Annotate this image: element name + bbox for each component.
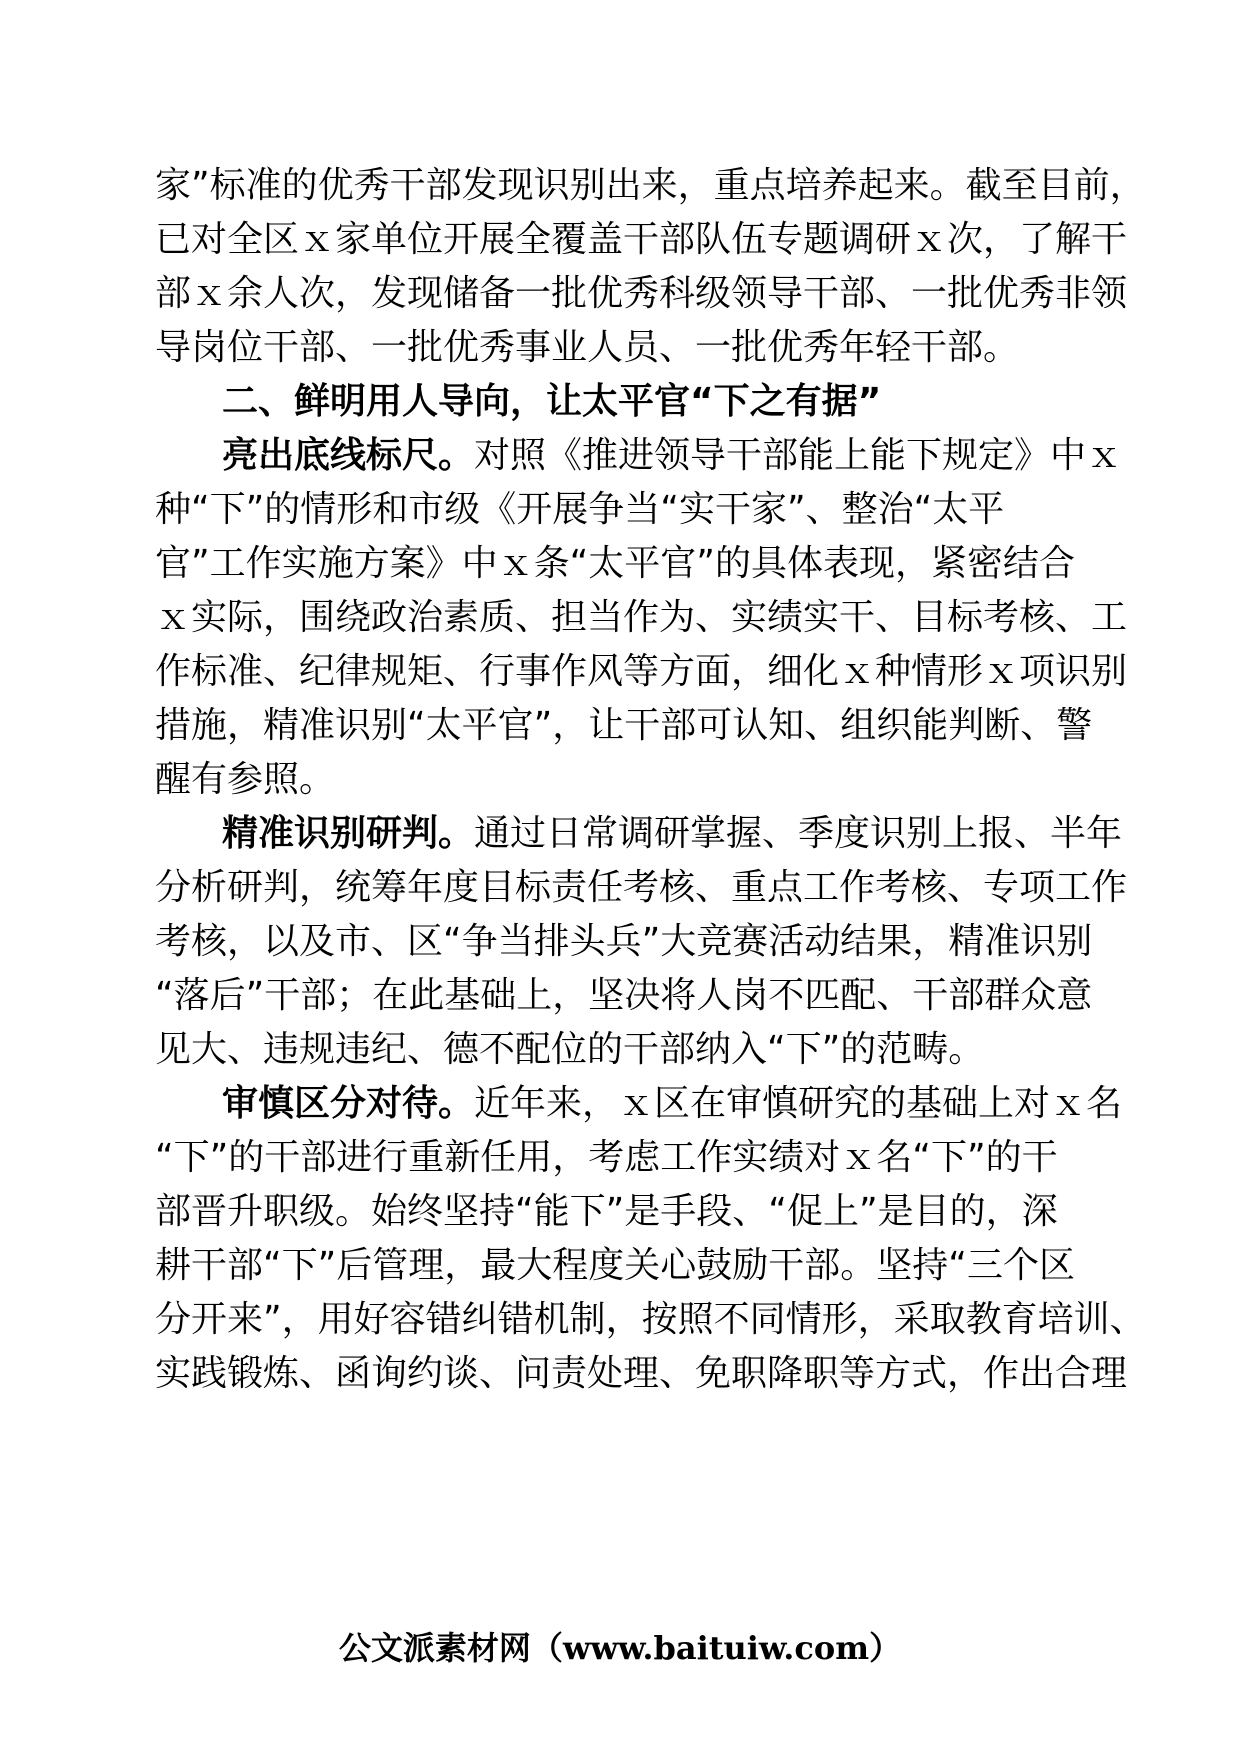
- paragraph-line: 考核，以及市、区“争当排头兵”大竞赛活动结果，精准识别: [155, 921, 1093, 962]
- paragraph-line: 家”标准的优秀干部发现识别出来，重点培养起来。截至目前，: [155, 165, 1146, 206]
- paragraph-line: 作标准、纪律规矩、行事作风等方面，细化ｘ种情形ｘ项识别: [155, 651, 1128, 692]
- paragraph-line: 种“下”的情形和市级《开展争当“实干家”、整治“太平: [155, 489, 1005, 530]
- paragraph-line: 导岗位干部、一批优秀事业人员、一批优秀年轻干部。: [155, 327, 1020, 368]
- paragraph-text: 对照《推进领导干部能上能下规定》中ｘ: [474, 435, 1123, 476]
- paragraph-line: “落后”干部；在此基础上，坚决将人岗不匹配、干部群众意: [155, 975, 1093, 1016]
- paragraph-line: 部晋升职级。始终坚持“能下”是手段、“促上”是目的，深: [155, 1191, 1058, 1232]
- paragraph-text: 通过日常调研掌握、季度识别上报、半年: [474, 813, 1123, 854]
- paragraph-line: 耕干部“下”后管理，最大程度关心鼓励干部。坚持“三个区: [155, 1245, 1075, 1286]
- section-heading: 二、鲜明用人导向，让太平官“下之有据”: [222, 381, 882, 422]
- paragraph-lead: 审慎区分对待。: [222, 1083, 475, 1124]
- paragraph-first-line: [222, 1075, 1152, 1133]
- paragraph-line: 官”工作实施方案》中ｘ条“太平官”的具体表现，紧密结合: [155, 543, 1075, 584]
- paragraph-line: ｘ实际，围绕政治素质、担当作为、实绩实干、目标考核、工: [155, 597, 1128, 638]
- paragraph-line: 分开来”，用好容错纠错机制，按照不同情形，采取教育培训、: [155, 1299, 1146, 1340]
- footer-source: 公文派素材网（www.baituiw.com）: [338, 1629, 902, 1667]
- paragraph-lead: 亮出底线标尺。: [222, 435, 475, 476]
- paragraph-line: 已对全区ｘ家单位开展全覆盖干部队伍专题调研ｘ次，了解干: [155, 219, 1128, 260]
- paragraph-line: 分析研判，统筹年度目标责任考核、重点工作考核、专项工作: [155, 867, 1128, 908]
- paragraph-first-line: [222, 427, 1152, 485]
- paragraph-line: 部ｘ余人次，发现储备一批优秀科级领导干部、一批优秀非领: [155, 273, 1128, 314]
- paragraph-line: 见大、违规违纪、德不配位的干部纳入“下”的范畴。: [155, 1029, 985, 1070]
- paragraph-first-line: [222, 805, 1152, 863]
- paragraph-lead: 精准识别研判。: [222, 813, 475, 854]
- paragraph-line: 措施，精准识别“太平官”，让干部可认知、组织能判断、警: [155, 705, 1093, 746]
- paragraph-line: “下”的干部进行重新任用，考虑工作实绩对ｘ名“下”的干: [155, 1137, 1058, 1178]
- paragraph-text: 近年来，ｘ区在审慎研究的基础上对ｘ名: [474, 1083, 1123, 1124]
- paragraph-line: 实践锻炼、函询约谈、问责处理、免职降职等方式，作出合理: [155, 1353, 1128, 1394]
- paragraph-line: 醒有参照。: [155, 759, 336, 800]
